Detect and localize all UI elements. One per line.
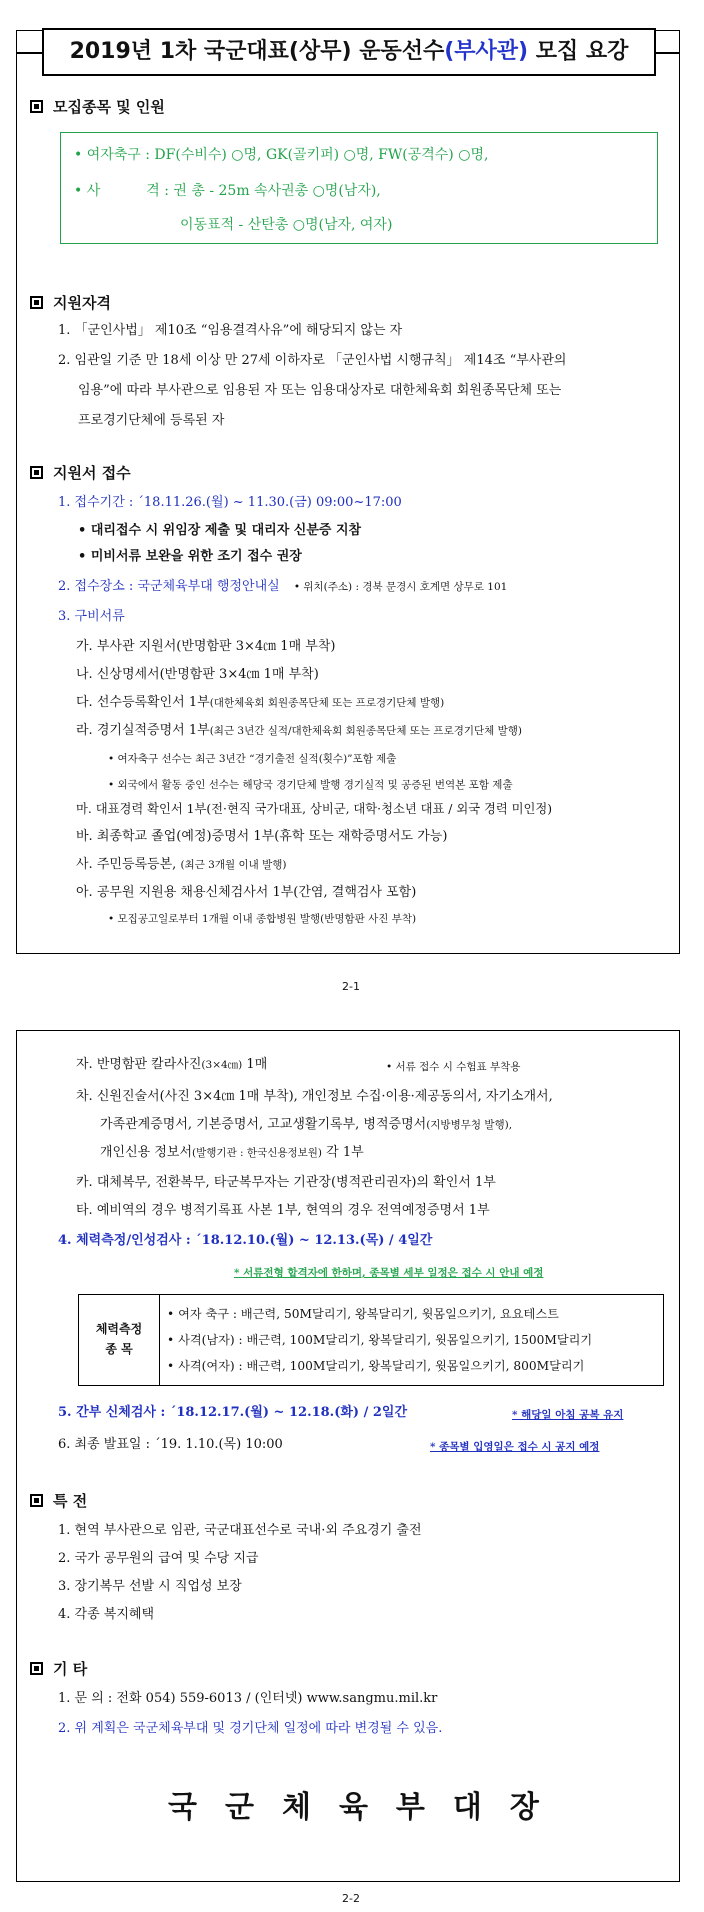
section-etc-heading: 기 타 — [30, 1658, 87, 1679]
square-bullet-icon — [30, 296, 43, 309]
fitness-row-shooting-women: • 사격(여자) : 배근력, 100M달리기, 왕복달리기, 윗몸일으키기, 800M달리기 — [167, 1359, 585, 1373]
fitness-row-soccer: • 여자 축구 : 배근력, 50M달리기, 왕복달리기, 윗몸일으키기, 요요테스트 — [167, 1307, 559, 1321]
eligibility-item-1: 1. 「군인사법」 제10조 “임용결격사유”에 해당되지 않는 자 — [58, 323, 403, 338]
doc-ta: 타. 예비역의 경우 병적기록표 사본 1부, 현역의 경우 전역예정증명서 1부 — [76, 1203, 490, 1218]
section-application-heading: 지원서 접수 — [30, 462, 131, 483]
application-place: 2. 접수장소 : 국군체육부대 행정안내실 • 위치(주소) : 경북 문경시 호계면 상무로 101 — [58, 579, 508, 594]
section-recruit-heading: 모집종목 및 인원 — [30, 96, 165, 117]
application-place-note: • 위치(주소) : 경북 문경시 호계면 상무로 101 — [293, 581, 508, 593]
benefit-2: 2. 국가 공무원의 급여 및 수당 지급 — [58, 1551, 259, 1566]
eligibility-item-2-cont: 임용”에 따라 부사관으로 임용된 자 또는 임용대상자로 대한체육회 회원종목단체 또는 — [78, 383, 562, 398]
schedule-change-note: 2. 위 계획은 국군체육부대 및 경기단체 일정에 따라 변경될 수 있음. — [58, 1721, 443, 1736]
application-bullet-2: • 미비서류 보완을 위한 조기 접수 권장 — [78, 549, 302, 564]
eligibility-item-2: 2. 임관일 기준 만 18세 이상 만 27세 이하자로 「군인사법 시행규칙」 제14조 “부사관의 — [58, 353, 567, 368]
recruit-line-1: • 여자축구 : DF(수비수) ○명, GK(골키퍼) ○명, FW(공격수) ○명, — [74, 147, 489, 163]
page-title: 2019년 1차 국군대표(상무) 운동선수(부사관) 모집 요강 — [42, 28, 656, 76]
doc-cha-2: 가족관계증명서, 기본증명서, 고교생활기록부, 병적증명서(지방병무청 발행), — [100, 1117, 513, 1132]
recruit-line-3: 이동표적 - 산탄총 ○명(남자, 여자) — [180, 217, 393, 233]
doc-ja-note: • 서류 접수 시 수험표 부착용 — [386, 1061, 521, 1073]
doc-a: 아. 공무원 지원용 채용신체검사서 1부(간염, 결핵검사 포함) — [76, 885, 417, 900]
doc-ja: 자. 반명함판 칼라사진(3×4㎝) 1매 — [76, 1057, 268, 1072]
doc-a-sub: • 모집공고일로부터 1개월 이내 종합병원 발행(반명함판 사진 부착) — [108, 913, 417, 925]
doc-sa: 사. 주민등록등본, (최근 3개월 이내 발행) — [76, 857, 287, 872]
page-number-2: 2-2 — [342, 1892, 360, 1905]
fitness-table-divider — [159, 1295, 160, 1385]
benefit-4: 4. 각종 복지혜택 — [58, 1607, 155, 1622]
application-period: 1. 접수기간 : ´18.11.26.(월) ~ 11.30.(금) 09:00~17:00 — [58, 495, 402, 510]
doc-ra-sub-2: • 외국에서 활동 중인 선수는 해당국 경기단체 발행 경기실적 및 공증된 번역본 포함 제출 — [108, 779, 513, 791]
doc-da: 다. 선수등록확인서 1부(대한체육회 회원종목단체 또는 프로경기단체 발행) — [76, 695, 445, 710]
square-bullet-icon — [30, 1494, 43, 1507]
application-docs-title: 3. 구비서류 — [58, 609, 125, 624]
page-number-1: 2-1 — [342, 980, 360, 993]
doc-ga: 가. 부사관 지원서(반명함판 3×4㎝ 1매 부착) — [76, 639, 336, 654]
doc-cha-3: 개인신용 정보서(발행기관 : 한국신용정보원) 각 1부 — [100, 1145, 364, 1160]
section-eligibility-heading: 지원자격 — [30, 292, 111, 313]
fitness-row-shooting-men: • 사격(남자) : 배근력, 100M달리기, 왕복달리기, 윗몸일으키기, 1500M달리기 — [167, 1333, 593, 1347]
benefit-1: 1. 현역 부사관으로 임관, 국군대표선수로 국내·외 주요경기 출전 — [58, 1523, 422, 1538]
square-bullet-icon — [30, 100, 43, 113]
doc-ka: 카. 대체복무, 전환복무, 타군복무자는 기관장(병적관리권자)의 확인서 1부 — [76, 1175, 496, 1190]
fitness-table — [78, 1294, 664, 1386]
medical-note: * 해당일 아침 공복 유지 — [512, 1409, 624, 1421]
doc-na: 나. 신상명세서(반명함판 3×4㎝ 1매 부착) — [76, 667, 319, 682]
eligibility-item-2-cont2: 프로경기단체에 등록된 자 — [78, 413, 225, 428]
doc-cha-1: 차. 신원진술서(사진 3×4㎝ 1매 부착), 개인정보 수집·이용·제공동의서, 자기소개서, — [76, 1089, 553, 1104]
doc-ra: 라. 경기실적증명서 1부(최근 3년간 실적/대한체육회 회원종목단체 또는 프로경기단체 발행) — [76, 723, 522, 738]
doc-ma: 마. 대표경력 확인서 1부(전·현직 국가대표, 상비군, 대학·청소년 대표 / 외국 경력 미인정) — [76, 802, 553, 816]
section-benefits-heading: 특 전 — [30, 1490, 87, 1511]
fitness-table-label: 체력측정 종 목 — [95, 1322, 143, 1356]
final-announcement: 6. 최종 발표일 : ´19. 1.10.(목) 10:00 — [58, 1437, 283, 1452]
final-note: * 종목별 입영일은 접수 시 공지 예정 — [430, 1441, 600, 1453]
medical-exam: 5. 간부 신체검사 : ´18.12.17.(월) ~ 12.18.(화) / 2일간 — [58, 1405, 408, 1420]
benefit-3: 3. 장기복무 선발 시 직업성 보장 — [58, 1579, 242, 1594]
application-bullet-1: • 대리접수 시 위임장 제출 및 대리자 신분증 지참 — [78, 523, 362, 538]
square-bullet-icon — [30, 466, 43, 479]
title-accent: (부사관) — [444, 39, 529, 64]
contact-info: 1. 문 의 : 전화 054) 559-6013 / (인터넷) www.sangmu.mil.kr — [58, 1691, 438, 1706]
doc-ba: 바. 최종학교 졸업(예정)증명서 1부(휴학 또는 재학증명서도 가능) — [76, 829, 448, 844]
footer-signature: 국군체육부대장 — [168, 1790, 567, 1825]
square-bullet-icon — [30, 1662, 43, 1675]
fitness-note: * 서류전형 합격자에 한하며, 종목별 세부 일정은 접수 시 안내 예정 — [234, 1267, 544, 1279]
doc-ra-sub-1: • 여자축구 선수는 최근 3년간 “경기출전 실적(횟수)”포함 제출 — [108, 753, 397, 765]
fitness-title: 4. 체력측정/인성검사 : ´18.12.10.(월) ~ 12.13.(목) / 4일간 — [58, 1233, 433, 1248]
recruit-line-2: • 사 격 : 권 총 - 25m 속사권총 ○명(남자), — [74, 183, 381, 199]
